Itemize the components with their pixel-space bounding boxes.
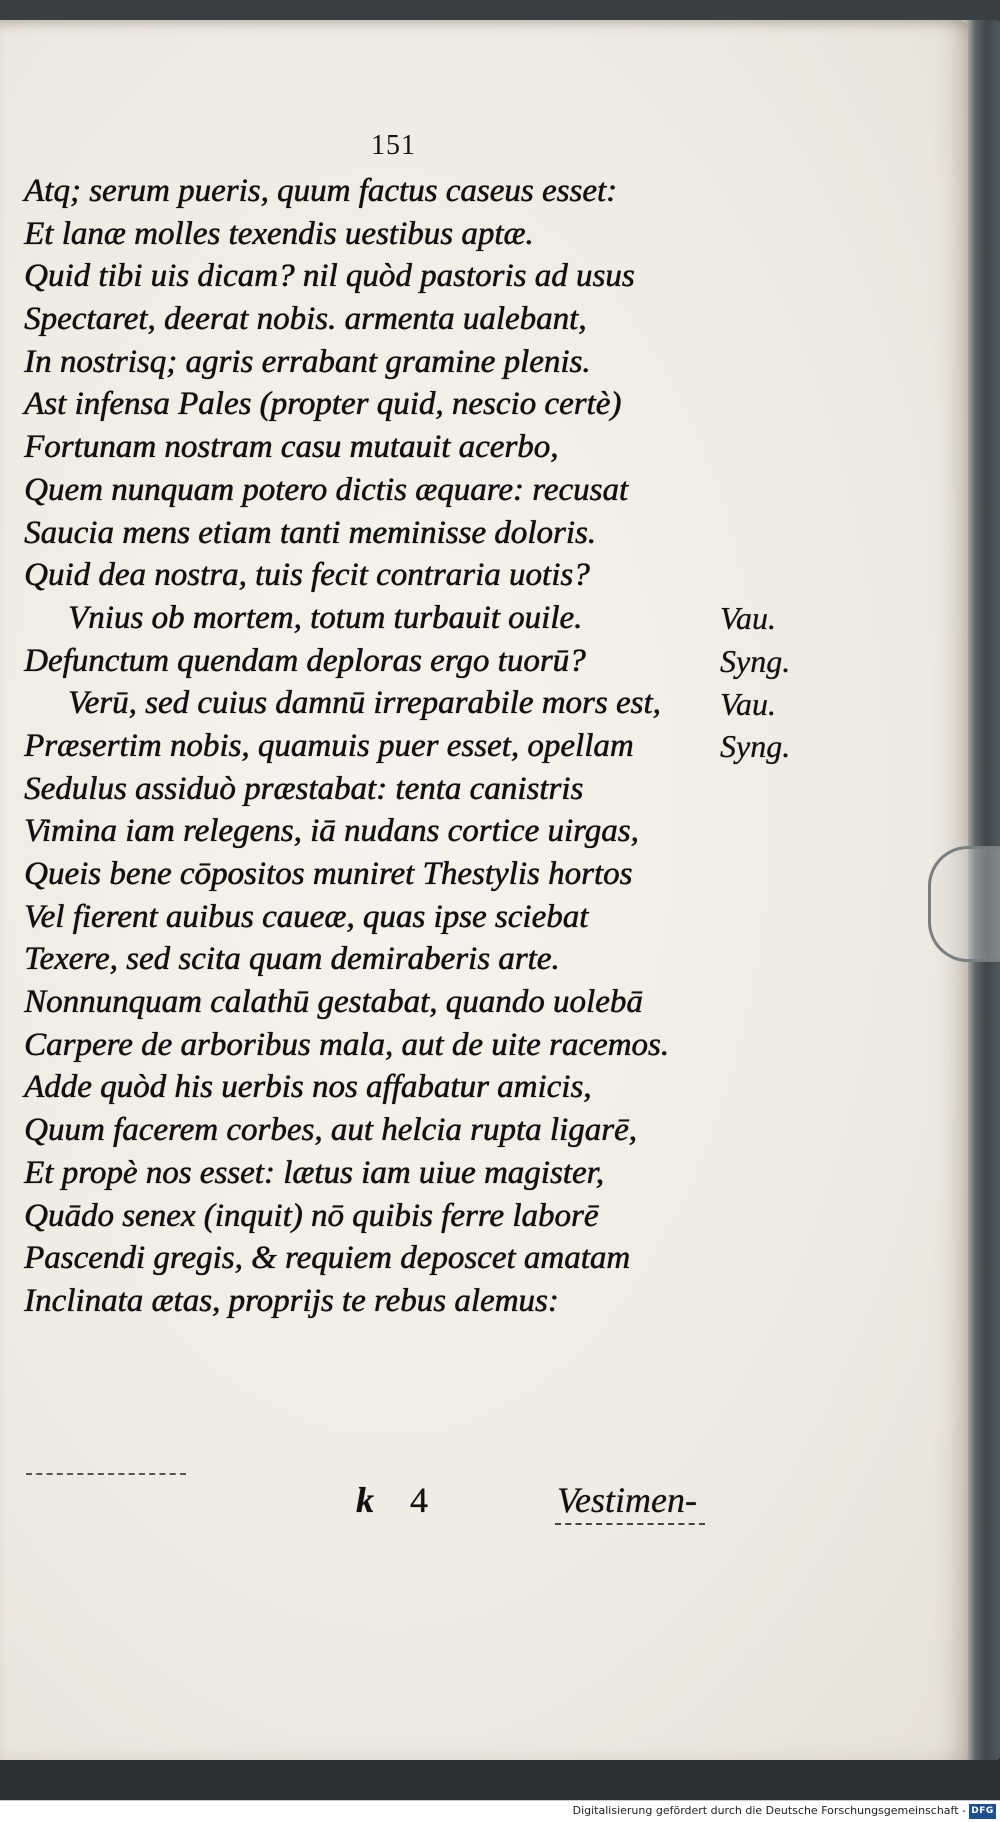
verse-line: In nostrisq; agris errabant gramine plenis. <box>24 343 591 380</box>
verse-block <box>24 170 724 1323</box>
verse-line: Quid dea nostra, tuis fecit contraria uotis? <box>24 557 590 594</box>
signature-letter: k <box>356 1480 374 1520</box>
verse-line: Præsertim nobis, quamuis puer esset, opellam <box>24 727 634 764</box>
footer-credit: Digitalisierung gefördert durch die Deutsche Forschungsgemeinschaft - <box>572 1804 966 1817</box>
margin-note: Syng. <box>720 728 791 764</box>
verse-line: Quid tibi uis dicam? nil quòd pastoris ad usus <box>24 258 635 295</box>
margin-note: Vau. <box>720 686 776 722</box>
verse-line: Inclinata ætas, proprijs te rebus alemus: <box>24 1282 559 1319</box>
dashed-rule <box>26 1473 186 1475</box>
signature-mark <box>356 1479 428 1521</box>
page-number: 151 <box>371 130 416 161</box>
verse-line: Vnius ob mortem, totum turbauit ouile. <box>68 599 583 636</box>
verse-line: Texere, sed scita quam demiraberis arte. <box>24 941 560 978</box>
verse-line: Fortunam nostram casu mutauit acerbo, <box>24 429 559 466</box>
book-page <box>0 20 968 1760</box>
verse-line: Saucia mens etiam tanti meminisse doloris. <box>24 514 596 551</box>
verse-line: Pascendi gregis, & requiem deposcet amatam <box>24 1240 631 1277</box>
verse-line: Quādo senex (inquit) nō quibis ferre laborē <box>24 1197 599 1234</box>
verse-line: Vel fierent auibus caueæ, quas ipse sciebat <box>24 898 589 935</box>
verse-line: Spectaret, deerat nobis. armenta ualebant, <box>24 301 587 338</box>
catchword-rule <box>555 1523 705 1525</box>
verse-line: Nonnunquam calathū gestabat, quando uolebā <box>24 984 643 1021</box>
verse-line: Verū, sed cuius damnū irreparabile mors est, <box>68 685 661 722</box>
verse-line: Defunctum quendam deploras ergo tuorū? <box>24 642 586 679</box>
verse-line: Queis bene cōpositos muniret Thestylis hortos <box>24 856 633 892</box>
verse-line: Vimina iam relegens, iā nudans cortice uirgas, <box>24 813 639 850</box>
page-clip <box>928 846 1000 962</box>
verse-line: Quem nunquam potero dictis æquare: recusat <box>24 471 629 508</box>
verse-line: Adde quòd his uerbis nos affabatur amicis, <box>24 1069 592 1106</box>
verse-line: Carpere de arboribus mala, aut de uite racemos. <box>24 1026 669 1063</box>
margin-note: Vau. <box>720 600 776 636</box>
footer-bar <box>0 1800 1000 1822</box>
verse-line: Et propè nos esset: lætus iam uiue magister, <box>24 1154 604 1191</box>
verse-line: Sedulus assiduò præstabat: tenta canistris <box>24 770 584 807</box>
verse-line: Ast infensa Pales (propter quid, nescio certè) <box>24 386 622 423</box>
verse-line: Quum facerem corbes, aut helcia rupta ligarē, <box>24 1112 637 1149</box>
dfg-logo: DFG <box>969 1804 996 1819</box>
signature-number: 4 <box>410 1480 428 1520</box>
catchword: Vestimen- <box>557 1480 697 1520</box>
verse-line: Et lanæ molles texendis uestibus aptæ. <box>24 215 534 252</box>
margin-note: Syng. <box>720 643 791 679</box>
verse-line: Atq; serum pueris, quum factus caseus esset: <box>24 173 618 209</box>
